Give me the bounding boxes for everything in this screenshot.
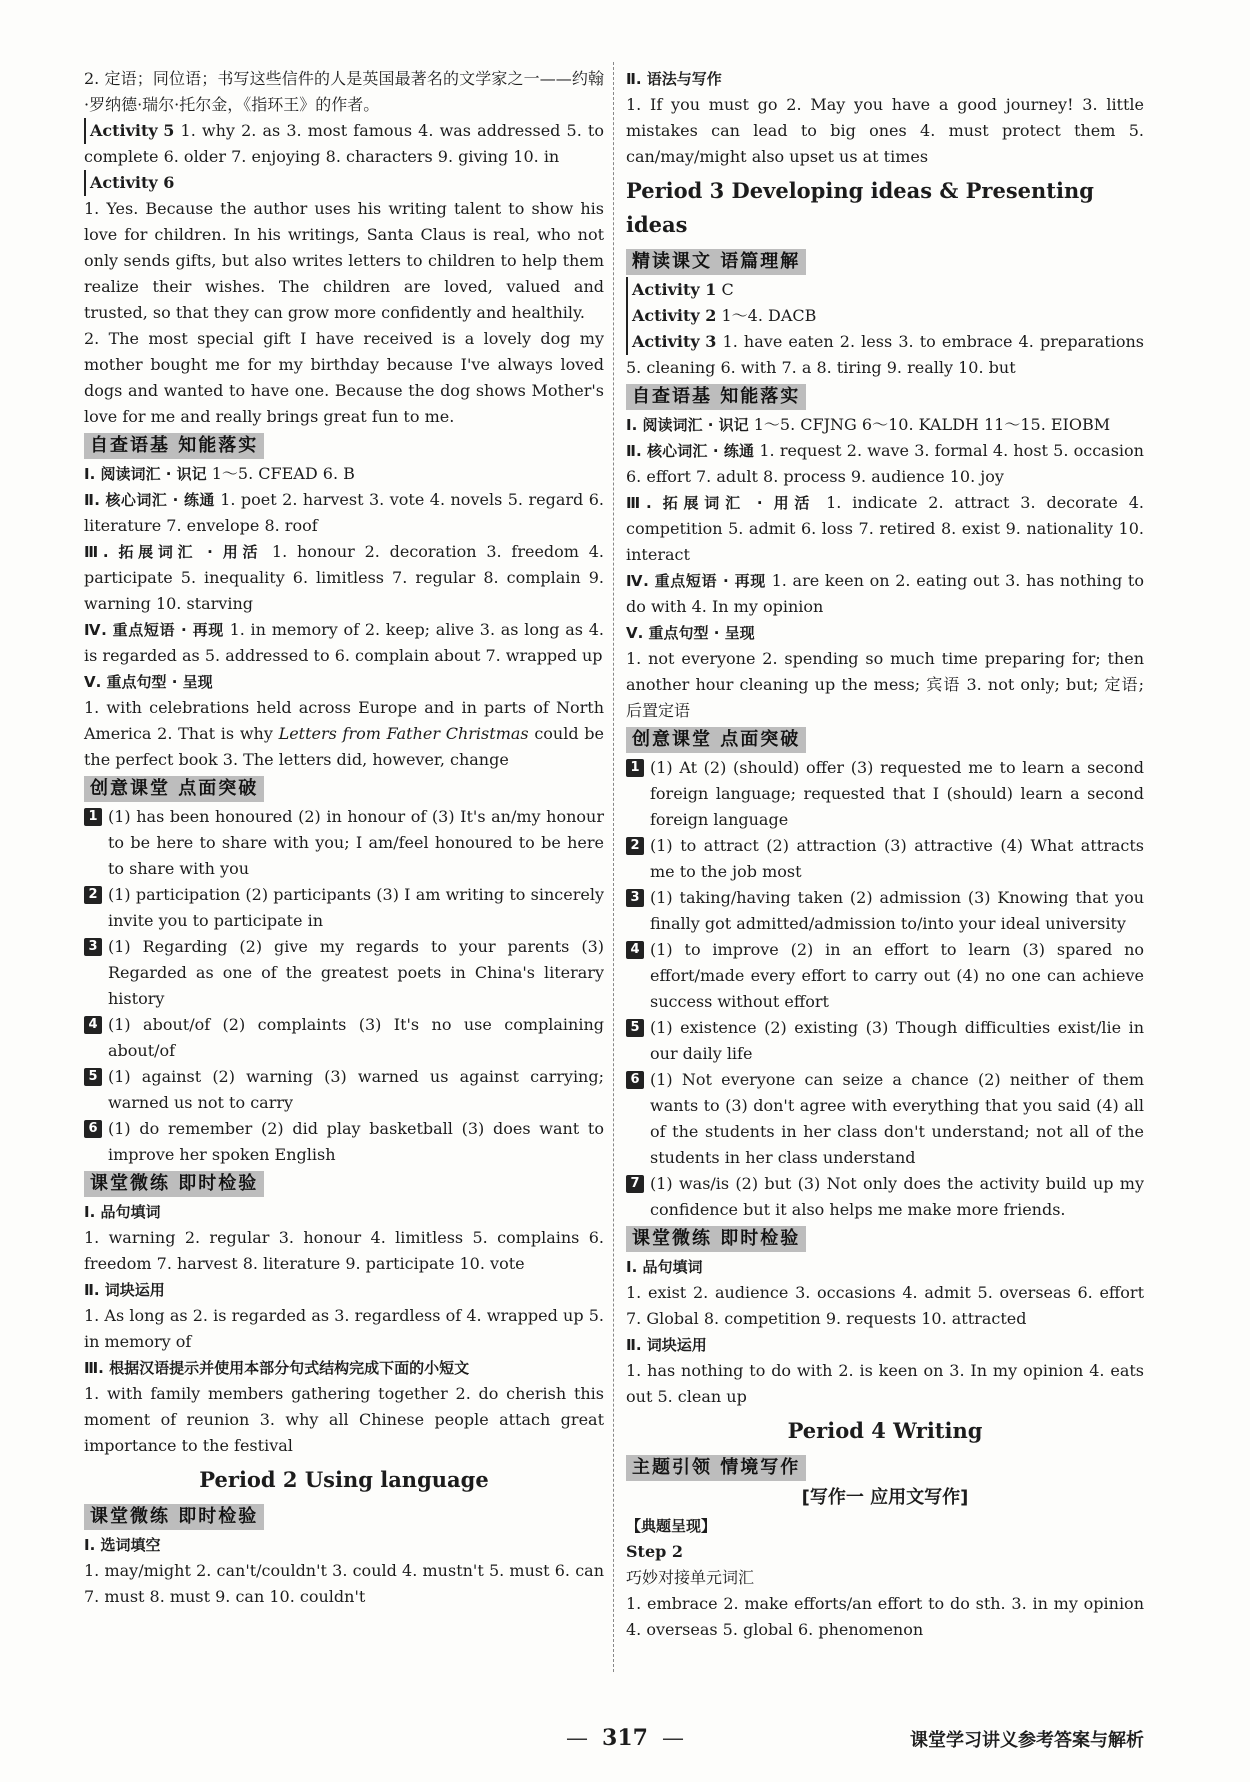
phrase-block-text: 1. in memory of 2. keep; alive 3. as long as 4. is regarded as 5. addressed to 6. complain about 7. wrapped up (84, 620, 604, 665)
vocab-block-2 (84, 487, 604, 539)
right-column (626, 66, 1144, 1643)
r-practice-1-title: Ⅰ. 品句填词 (626, 1258, 703, 1276)
practice-block-1-title: Ⅰ. 品句填词 (84, 1203, 161, 1221)
numbered-item-text: (1) has been honoured (2) in honour of (3) It's an/my honour to be here to share with you; I am/feel honoured to be here to share with you (108, 807, 604, 878)
vocab-block-3 (84, 539, 604, 617)
grammar-writing-label (626, 66, 1144, 92)
grammar-writing-title: Ⅱ. 语法与写作 (626, 70, 722, 88)
practice-block-3-title: Ⅲ. 根据汉语提示并使用本部分句式结构完成下面的小短文 (84, 1359, 470, 1377)
number-badge: 2 (84, 886, 102, 904)
practice-block-2-title: Ⅱ. 词块运用 (84, 1281, 165, 1299)
numbered-item-text: (1) to improve (2) in an effort to learn (3) spared no effort/made every effort to carry out (4) no one can achieve success without effort (650, 940, 1144, 1011)
numbered-item-text: (1) taking/having taken (2) admission (3) Knowing that you finally got admitted/admission to/into your ideal university (650, 888, 1144, 933)
number-badge: 5 (626, 1019, 644, 1037)
r-numbered-item-3 (626, 885, 1144, 937)
section-header-creative-2: 创意课堂 点面突破 (626, 727, 806, 753)
activity-3-answer: 1. have eaten 2. less 3. to embrace 4. preparations 5. cleaning 6. with 7. a 8. tiring 9. really 10. but (626, 332, 1144, 377)
r-numbered-item-1 (626, 755, 1144, 833)
r-pattern-label (626, 620, 1144, 646)
r-numbered-item-2 (626, 833, 1144, 885)
r-vocab-3 (626, 490, 1144, 568)
dash-right: — (661, 1726, 684, 1751)
step-2-label (626, 1539, 1144, 1565)
typical-question-label (626, 1513, 1144, 1539)
r-pattern-text: 1. not everyone 2. spending so much time preparing for; then another hour cleaning up the mess; 宾语 3. not only; but; 定语; 后置定语 (626, 649, 1144, 720)
dash-left: — (566, 1726, 589, 1751)
r-numbered-item-4 (626, 937, 1144, 1015)
r-vocab-2-label: Ⅱ. 核心词汇 · 练通 (626, 442, 755, 460)
section-header-practice-3: 课堂微练 即时检验 (626, 1226, 806, 1252)
activity-1-answer: C (721, 280, 734, 299)
number-badge: 6 (84, 1120, 102, 1138)
step-2-text: 1. embrace 2. make efforts/an effort to do sth. 3. in my opinion 4. overseas 5. global 6. phenomenon (626, 1594, 1144, 1639)
step-2-subtitle: 巧妙对接单元词汇 (626, 1568, 755, 1587)
numbered-item-text: (1) At (2) (should) offer (3) requested me to learn a second foreign language; requested that I (should) learn a second foreign language (650, 758, 1144, 829)
r-vocab-3-text: 1. indicate 2. attract 3. decorate 4. competition 5. admit 6. loss 7. retired 8. exist 9. nationality 10. interact (626, 493, 1144, 564)
r-vocab-3-label: Ⅲ. 拓展词汇 · 用活 (626, 494, 816, 512)
section-header-practice: 课堂微练 即时检验 (84, 1171, 264, 1197)
practice-block-3-text: 1. with family members gathering together 2. do cherish this moment of reunion 3. why all Chinese people attach great importance to the festival (84, 1384, 604, 1455)
activity-5 (84, 118, 604, 170)
number-badge: 3 (84, 938, 102, 956)
numbered-item-2 (84, 882, 604, 934)
section-header-creative: 创意课堂 点面突破 (84, 776, 264, 802)
r-pattern-title: Ⅴ. 重点句型 · 呈现 (626, 624, 755, 642)
numbered-item-3 (84, 934, 604, 1012)
choose-word-title: Ⅰ. 选词填空 (84, 1536, 161, 1554)
numbered-item-text: (1) was/is (2) but (3) Not only does the activity build up my confidence but it also helps me make more friends. (650, 1174, 1144, 1219)
book-title: 课堂学习讲义参考答案与解析 (910, 1730, 1144, 1751)
choose-word-label (84, 1532, 604, 1558)
r-vocab-1 (626, 412, 1144, 438)
sentence-pattern-text (84, 695, 604, 773)
left-column (84, 66, 604, 1610)
typical-question-title: 【典题呈现】 (626, 1517, 717, 1535)
r-numbered-item-5 (626, 1015, 1144, 1067)
intro-paragraph: 2. 定语；同位语；书写这些信件的人是英国最著名的文学家之一——约翰·罗纳德·瑞尔·托尔金，《指环王》的作者。 (84, 69, 604, 114)
period-4-heading: Period 4 Writing (787, 1418, 983, 1443)
activity-6-header (84, 170, 604, 196)
vocab-block-1-text: 1～5. CFEAD 6. B (211, 464, 355, 483)
grammar-writing-text: 1. If you must go 2. May you have a good journey! 3. little mistakes can lead to big ones 4. must protect them 5. can/may/might also upset us at times (626, 95, 1144, 166)
r-practice-1-label (626, 1254, 1144, 1280)
period-3-heading: Period 3 Developing ideas & Presenting ideas (626, 178, 1094, 237)
activity-2 (626, 303, 1144, 329)
section-header-reading: 精读课文 语篇理解 (626, 249, 806, 275)
practice-block-3-label (84, 1355, 604, 1381)
r-practice-2-label (626, 1332, 1144, 1358)
r-practice-2-text: 1. has nothing to do with 2. is keen on 3. In my opinion 4. eats out 5. clean up (626, 1361, 1144, 1406)
number-badge: 6 (626, 1071, 644, 1089)
activity-5-answers: 1. why 2. as 3. most famous 4. was addressed 5. to complete 6. older 7. enjoying 8. characters 9. giving 10. in (84, 121, 604, 166)
vocab-block-2-label: Ⅱ. 核心词汇 · 练通 (84, 491, 215, 509)
number-badge: 5 (84, 1068, 102, 1086)
vocab-block-1-label: Ⅰ. 阅读词汇 · 识记 (84, 465, 207, 483)
practice-block-2-label (84, 1277, 604, 1303)
numbered-item-4 (84, 1012, 604, 1064)
phrase-block-label: Ⅳ. 重点短语 · 再现 (84, 621, 224, 639)
section-header-writing: 主题引领 情境写作 (626, 1455, 806, 1481)
r-practice-2-title: Ⅱ. 词块运用 (626, 1336, 707, 1354)
number-badge: 4 (626, 941, 644, 959)
r-vocab-1-label: Ⅰ. 阅读词汇 · 识记 (626, 416, 749, 434)
vocab-block-3-label: Ⅲ. 拓展词汇 · 用活 (84, 543, 263, 561)
numbered-item-text: (1) Not everyone can seize a chance (2) neither of them wants to (3) don't agree with everything that you said (4) all of the students in her class don't understand; not all of the students in her class understand (650, 1070, 1144, 1167)
activity-3 (626, 329, 1144, 381)
r-phrase (626, 568, 1144, 620)
section-header-practice-2: 课堂微练 即时检验 (84, 1504, 264, 1530)
practice-block-1-label (84, 1199, 604, 1225)
activity-1-label: Activity 1 (626, 277, 716, 303)
practice-block-1-text: 1. warning 2. regular 3. honour 4. limitless 5. complains 6. freedom 7. harvest 8. literature 9. participate 10. vote (84, 1228, 604, 1273)
number-badge: 1 (84, 808, 102, 826)
numbered-item-text: (1) existence (2) existing (3) Though difficulties exist/lie in our daily life (650, 1018, 1144, 1063)
activity-2-answer: 1～4. DACB (721, 306, 817, 325)
vocab-block-3-text: 1. honour 2. decoration 3. freedom 4. participate 5. inequality 6. limitless 7. regular 8. complain 9. warning 10. starving (84, 542, 604, 613)
numbered-item-1 (84, 804, 604, 882)
numbered-item-text: (1) do remember (2) did play basketball (3) does want to improve her spoken English (108, 1119, 604, 1164)
activity-5-label: Activity 5 (84, 118, 174, 144)
number-badge: 3 (626, 889, 644, 907)
sentence-pattern-header (84, 669, 604, 695)
numbered-item-text: (1) Regarding (2) give my regards to your parents (3) Regarded as one of the greatest poets in China's literary history (108, 937, 604, 1008)
sentence-pattern-label: Ⅴ. 重点句型 · 呈现 (84, 673, 213, 691)
numbered-item-text: (1) participation (2) participants (3) I am writing to sincerely invite you to participate in (108, 885, 604, 930)
r-practice-1-text: 1. exist 2. audience 3. occasions 4. admit 5. overseas 6. effort 7. Global 8. competition 9. requests 10. attracted (626, 1283, 1144, 1328)
vocab-block-1 (84, 461, 604, 487)
vocab-block-2-text: 1. poet 2. harvest 3. vote 4. novels 5. regard 6. literature 7. envelope 8. roof (84, 490, 604, 535)
r-vocab-2 (626, 438, 1144, 490)
activity-6-label: Activity 6 (84, 170, 174, 196)
number-badge: 2 (626, 837, 644, 855)
activity-6-answer-1: 1. Yes. Because the author uses his writing talent to show his love for children. In his writings, Santa Claus is real, who not only sends gifts, but also writes letters to children to help them realize their wishes. The children are loved, valued and trusted, so that they can grow more confidently and healthily. (84, 199, 604, 322)
activity-1 (626, 277, 1144, 303)
r-vocab-2-text: 1. request 2. wave 3. formal 4. host 5. occasion 6. effort 7. adult 8. process 9. audience 10. joy (626, 441, 1144, 486)
number-badge: 4 (84, 1016, 102, 1034)
numbered-item-6 (84, 1116, 604, 1168)
r-numbered-item-6 (626, 1067, 1144, 1171)
choose-word-text: 1. may/might 2. can't/couldn't 3. could 4. mustn't 5. must 6. can 7. must 8. must 9. can 10. couldn't (84, 1561, 604, 1606)
number-badge: 1 (626, 759, 644, 777)
numbered-item-text: (1) against (2) warning (3) warned us against carrying; warned us not to carry (108, 1067, 604, 1112)
step-2-title: Step 2 (626, 1542, 684, 1561)
period-2-heading: Period 2 Using language (199, 1467, 489, 1492)
r-phrase-text: 1. are keen on 2. eating out 3. has nothing to do with 4. In my opinion (626, 571, 1144, 616)
r-vocab-1-text: 1～5. CFJNG 6～10. KALDH 11～15. EIOBM (753, 415, 1111, 434)
numbered-item-text: (1) about/of (2) complaints (3) It's no use complaining about/of (108, 1015, 604, 1060)
numbered-item-5 (84, 1064, 604, 1116)
sentence-pattern-part-a: 1. with celebrations held across Europe and in parts of North America 2. That is why (84, 698, 604, 743)
activity-2-label: Activity 2 (626, 303, 716, 329)
r-phrase-label: Ⅳ. 重点短语 · 再现 (626, 572, 766, 590)
section-header-self-check-2: 自查语基 知能落实 (626, 384, 806, 410)
section-header-self-check: 自查语基 知能落实 (84, 433, 264, 459)
sentence-pattern-book-title: Letters from Father Christmas (278, 724, 529, 743)
writing-1-title: [写作一 应用文写作] (801, 1487, 969, 1508)
practice-block-2-text: 1. As long as 2. is regarded as 3. regardless of 4. wrapped up 5. in memory of (84, 1306, 604, 1351)
page-number (455, 1725, 795, 1752)
sentence-pattern-part-c: could be the perfect book 3. The letters did, however, change (84, 724, 605, 769)
activity-3-label: Activity 3 (626, 329, 716, 355)
r-numbered-item-7 (626, 1171, 1144, 1223)
page-number-value: 317 (602, 1725, 648, 1751)
number-badge: 7 (626, 1175, 644, 1193)
numbered-item-text: (1) to attract (2) attraction (3) attractive (4) What attracts me to the job most (650, 836, 1144, 881)
column-divider (613, 62, 614, 1672)
phrase-block (84, 617, 604, 669)
activity-6-answer-2: 2. The most special gift I have received is a lovely dog my mother bought me for my birthday because I've always loved dogs and wanted to have one. Because the dog shows Mother's love for me and really brings great fun to me. (84, 329, 604, 426)
